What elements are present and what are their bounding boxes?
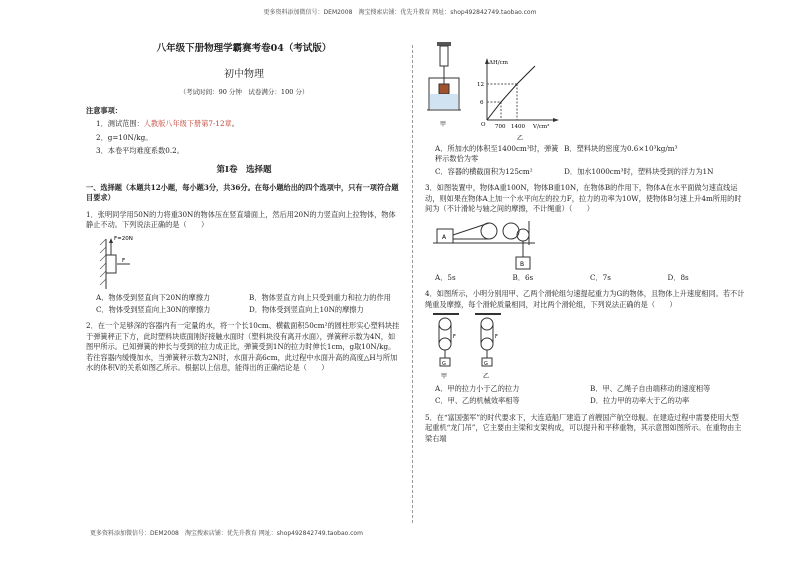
label-yi: 乙 <box>483 372 490 380</box>
section-heading: 一、选择题（本题共12小题，每小题3分，共36分。在每小题给出的四个选项中，只有一项符合题目要求） <box>86 182 399 203</box>
pulley-3 <box>517 229 529 241</box>
note-1-highlight: 人教版八年级下册第7-12章 <box>143 119 232 129</box>
q2-option-d[interactable]: D．加水1000cm³时，塑料块受到的浮力为1N <box>564 166 714 176</box>
q3-pulley-figure <box>425 215 585 273</box>
push-label: F <box>122 257 126 264</box>
q1-option-c[interactable]: C．物体受到竖直向上30N的摩擦力 <box>96 304 211 314</box>
q3-options <box>435 273 745 283</box>
question-4 <box>425 289 745 407</box>
page-header: 更多资料添加微信号：DEM2008 淘宝搜索店铺：优先升教育 网址：shop492842749.taobao.com <box>263 9 537 16</box>
x-tick-700: 700 <box>495 124 506 130</box>
pulley-2 <box>503 223 519 239</box>
plastic-block <box>439 84 449 94</box>
question-3 <box>425 183 745 283</box>
right-column <box>425 40 745 444</box>
notes-heading: 注意事项： <box>86 105 122 115</box>
pull-arrowhead <box>109 238 113 243</box>
fixed-pulley-yi <box>481 318 493 330</box>
q4-option-b[interactable]: B．甲、乙绳子自由端移动的速度相等 <box>590 383 711 393</box>
y-tick-6: 6 <box>480 100 484 106</box>
label-b: B <box>520 260 525 268</box>
x-axis-label: V/cm³ <box>533 124 550 130</box>
column-divider <box>412 45 413 523</box>
chart-line <box>487 66 535 120</box>
q4-pulley-figure <box>425 310 525 384</box>
question-1 <box>86 210 402 316</box>
part1-title: 第Ⅰ卷 选择题 <box>216 165 272 176</box>
movable-pulley-yi <box>481 338 493 350</box>
rope-1 <box>453 223 489 235</box>
q4-option-a[interactable]: A．甲的拉力小于乙的拉力 <box>435 383 520 393</box>
question-3-stem: 3．如图装置中，物体A重100N，物体B重10N，在物体B的作用下，物体A在水平面做匀速直线运动，则如果在物体A上加一个水平向左的拉力F，拉力的功率为10W，使物体B匀速上升4m所用的时间为（不计滑轮与轴之间的摩擦，不计绳重）（ ） <box>425 183 742 214</box>
q2-options <box>435 144 745 177</box>
y-axis-label: ΔH/cm <box>489 60 508 66</box>
spring-scale <box>440 46 448 66</box>
q3-option-c[interactable]: C．7s <box>590 272 611 282</box>
f-label-jia: F <box>453 333 456 340</box>
origin-label: O <box>481 122 486 128</box>
question-4-stem: 4．如图所示，小明分别用甲、乙两个滑轮组匀速提起重力为G的物体，且物体上升速度相同。若不计绳重及摩擦，每个滑轮质量相同，对比两个滑轮组，下列说法正确的是（ ） <box>425 289 745 309</box>
exam-subject: 初中物理 <box>224 68 264 80</box>
q2-figures <box>425 40 565 144</box>
x-arrowhead <box>553 118 559 122</box>
q3-option-b[interactable]: B．6s <box>512 272 534 282</box>
question-1-stem: 1．张明同学用50N的力将重30N的物体压在竖直墙面上，然后用20N的力竖直向上拉物体，物体静止不动。下列说法正确的是（ ） <box>86 209 396 230</box>
q2-option-b[interactable]: B．塑料块的密度为0.6×10³kg/m³ <box>564 144 678 153</box>
q1-option-d[interactable]: D．物体受到竖直向上10N的摩擦力 <box>249 304 364 314</box>
pulley-1 <box>481 223 497 239</box>
note-2: 2．g=10N/kg。 <box>96 132 153 142</box>
exam-info: （考试时间：90 分钟 试卷满分：100 分） <box>179 88 309 97</box>
movable-pulley-jia <box>439 338 451 350</box>
y-tick-12: 12 <box>477 82 484 88</box>
note-1 <box>96 119 402 129</box>
note-1-prefix: 1．测试范围： <box>96 119 144 129</box>
q3-option-d[interactable]: D．8s <box>667 272 689 282</box>
label-jia: 甲 <box>441 372 448 380</box>
spring-support <box>437 42 451 46</box>
f-label-yi: F <box>495 333 498 340</box>
q4-option-d[interactable]: D．拉力甲的功率大于乙的功率 <box>590 396 690 406</box>
pressed-block <box>106 255 116 273</box>
exam-title: 八年级下册物理学霸赛考卷04（考试版） <box>156 43 332 54</box>
force-label: F=20N <box>114 235 133 242</box>
q1-option-a[interactable]: A．物体受到竖直向下20N的摩擦力 <box>96 292 211 302</box>
question-5-stem: 5．在“富国强军”的时代要求下，大连造船厂建造了首艘国产航空母舰。在建造过程中需要使用大型起重机“龙门吊”，它主要由主梁和支架构成，可以提升和平移重物，其示意图如图所示。在重物由主梁右端 <box>425 412 742 443</box>
q2-option-a[interactable]: A．所加水的体积至1400cm³时，弹簧秤示数恰为零 <box>435 144 559 164</box>
label-a: A <box>442 233 447 241</box>
q2-option-c[interactable]: C．容器的横截面积为125cm² <box>435 166 533 176</box>
g-label-jia: G <box>442 360 446 367</box>
left-column <box>86 30 402 374</box>
q1-options <box>96 293 402 316</box>
fixed-pulley-jia <box>439 318 451 330</box>
q1-wall-figure <box>86 231 156 293</box>
label-jia: 甲 <box>440 121 447 128</box>
wall-hatching <box>100 239 106 285</box>
q4-options <box>435 384 745 407</box>
q1-option-b[interactable]: B．物体竖直方向上只受到重力和拉力的作用 <box>249 292 391 302</box>
q3-option-a[interactable]: A．5s <box>435 272 456 282</box>
q4-option-c[interactable]: C．甲、乙的机械效率相等 <box>435 396 520 406</box>
page-footer: 更多资料添加微信号：DEM2008 淘宝搜索店铺：优先升教育 网址：shop492842749.taobao.com <box>90 530 363 537</box>
note-1-suffix: 。 <box>231 119 239 129</box>
question-2-stem: 2．在一个足够深的容器内有一定量的水，将一个长10cm、横截面积50cm²的圆柱形实心塑料块挂于弹簧秤正下方，此时塑料块底面刚好接触水面时（塑料块没有离开水面），弹簧秤示数为4N，如图甲所示。已知弹簧的伸长与受到的拉力成正比，弹簧受到1N的拉力时伸长1cm，g取10N/kg。若往容器内缓慢加水，当弹簧秤示数为2N时，水面升高6cm，此过程中水面升高的高度△H与所加水的体积V的关系如图乙所示。根据以上信息，能得出的正确结论是（ ） <box>86 321 400 373</box>
g-label-yi: G <box>484 360 488 367</box>
label-yi: 乙 <box>517 135 524 142</box>
note-3: 3．本卷平均难度系数0.2。 <box>96 146 184 155</box>
water <box>430 94 458 109</box>
x-tick-1400: 1400 <box>511 124 525 130</box>
